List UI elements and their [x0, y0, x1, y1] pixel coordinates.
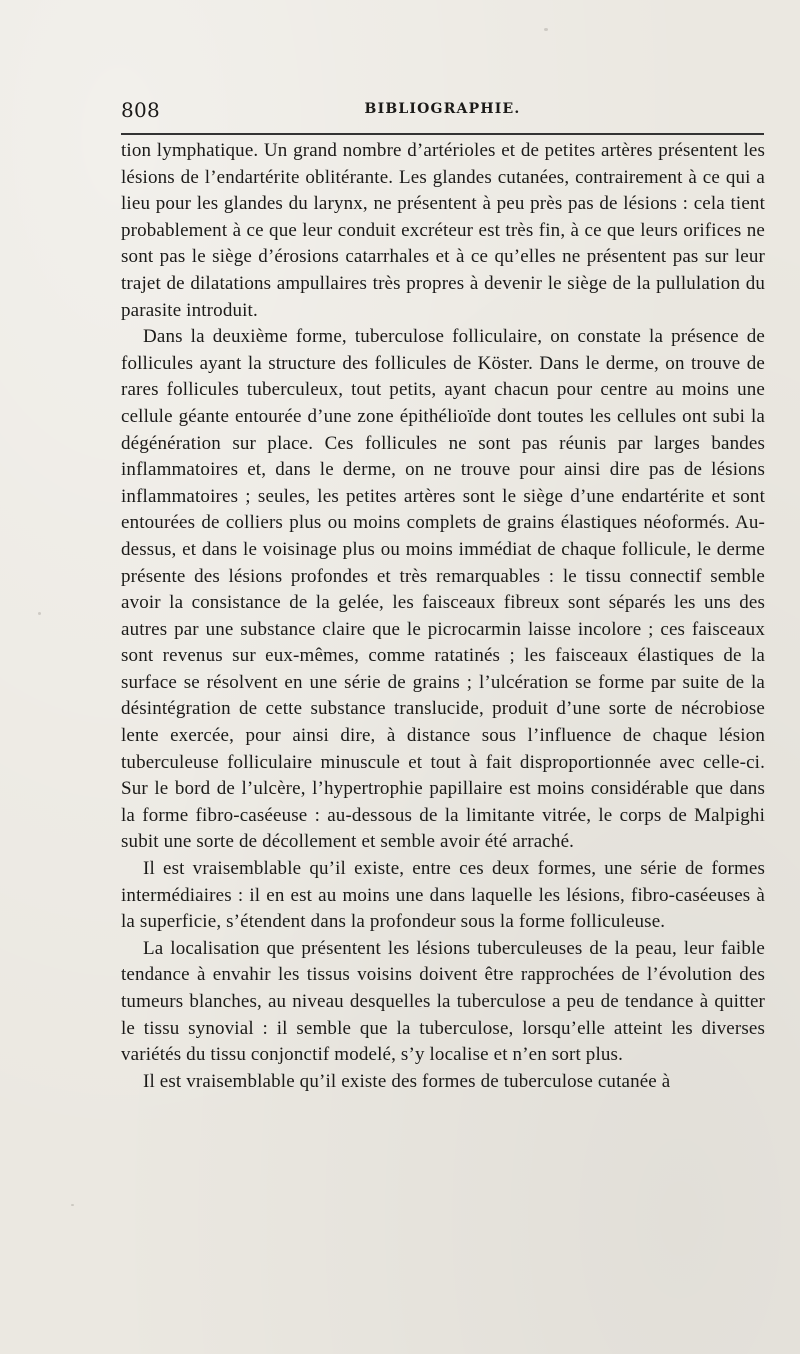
body-text: [121, 138, 765, 1095]
paper-speck: [71, 1204, 74, 1206]
paper-speck: [544, 28, 548, 31]
paper-speck: [38, 612, 41, 615]
paragraph-final: Il est vraisemblable qu’il existe des formes de tuberculose cutanée à: [143, 1070, 671, 1092]
paragraph-localisation: La localisation que présentent les lésions tuberculeuses de la peau, leur faible tendance à envahir les tissus voisins doivent être rapprochées de l’évolution des tumeurs blanches, au niveau desquelles la tuberculose a peu de tendance à quitter le tissu synovial : il semble que la tuberculose, lorsqu’elle atteint les diverses variétés du tissu conjonctif modelé, s’y localise et n’en sort plus.: [121, 937, 765, 1066]
paragraph-second-form: Dans la deuxième forme, tuberculose folliculaire, on constate la présence de follicules ayant la structure des follicules de Köster. Dans le derme, on trouve de rares follicules tuberculeux, tout petits, ayant chacun pour centre au moins une cellule géante entourée d’une zone épithélioïde dont toutes les cellules ont subi la dégénération sur place. Ces follicules ne sont pas réunis par larges bandes inflammatoires et, dans le derme, on ne trouve pour ainsi dire pas de lésions inflammatoires ; seules, les petites artères sont le siège d’une endartérite et sont entourées de colliers plus ou moins complets de grains élastiques néoformés. Au-dessus, et dans le voisinage plus ou moins immédiat de chaque follicule, le derme présente des lésions profondes et très remarquables : le tissu connectif semble avoir la consistance de la gelée, les faisceaux fibreux sont séparés les uns des autres par une substance claire que le picrocarmin laisse incolore ; ces faisceaux sont revenus sur eux-mêmes, comme ratatinés ; les faisceaux élastiques de la surface se résolvent en une série de grains ; l’ulcération se forme par suite de la désintégration de cette substance translucide, produit d’une sorte de nécrobiose lente exercée, pour ainsi dire, à distance sous l’influence de chaque lésion tuberculeuse folliculaire minuscule et tout à fait disproportionnée avec celle-ci. Sur le bord de l’ulcère, l’hypertrophie papillaire est moins considérable que dans la forme fibro-caséeuse : au-dessous de la limitante vitrée, le corps de Malpighi subit une sorte de décollement et semble avoir été arraché.: [121, 326, 765, 853]
paragraph-continued: tion lymphatique. Un grand nombre d’artérioles et de petites artères présentent les lésions de l’endartérite oblitérante. Les glandes cutanées, contrairement à ce qui a lieu pour les glandes du larynx, ne présentent à peu près pas de lésions : cela tient probablement à ce que leur conduit excréteur est très fin, à ce que leurs orifices ne sont pas le siège d’érosions catarrhales et à ce qu’elles ne présentent pas sur leur trajet de dilatations ampullaires très propres à devenir le siège de la pullulation du parasite introduit.: [121, 140, 765, 321]
running-title: BIBLIOGRAPHIE.: [364, 101, 521, 117]
header-rule: [121, 133, 764, 135]
page-number: 808: [121, 98, 161, 122]
paragraph-intermediate-forms: Il est vraisemblable qu’il existe, entre ces deux formes, une série de formes intermédiaires : il en est au moins une dans laquelle les lésions, fibro-caséeuses à la superficie, s’étendent dans la profondeur sous la forme folliculeuse.: [121, 858, 765, 933]
running-head: [121, 98, 764, 128]
